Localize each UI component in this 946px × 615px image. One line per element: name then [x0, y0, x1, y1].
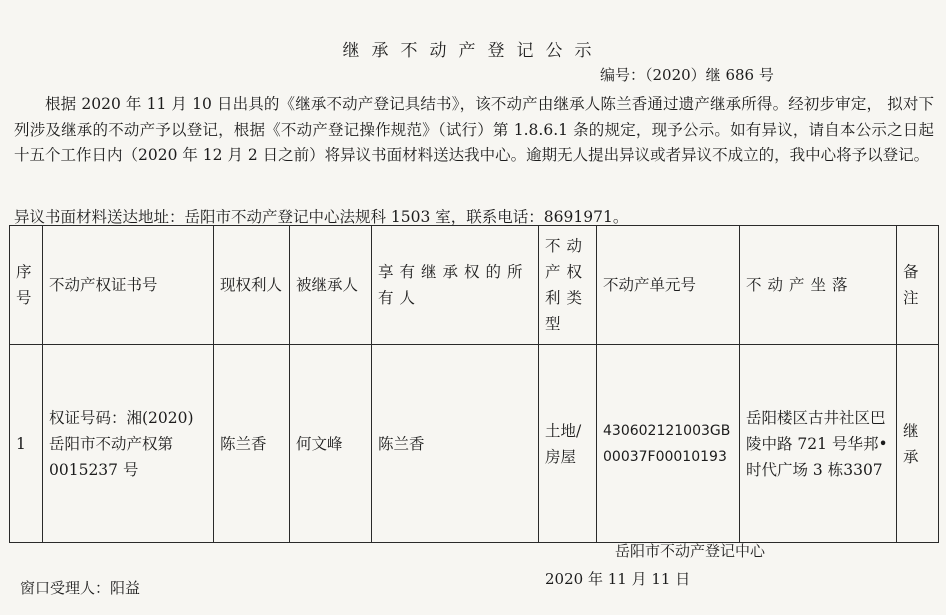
header-right-type: 不动产权利类型: [539, 226, 597, 345]
cell-seq: 1: [10, 345, 43, 543]
header-decedent: 被继承人: [290, 226, 372, 345]
page-title: 继承不动产登记公示: [342, 41, 604, 61]
issue-date: 2020 年 11 月 11 日: [545, 570, 691, 588]
issuing-authority: 岳阳市不动产登记中心: [615, 542, 766, 560]
objection-address: 异议书面材料送达地址：岳阳市不动产登记中心法规科 1503 室，联系电话：8691971。: [14, 208, 629, 226]
table-row: [10, 345, 939, 543]
header-seq: 序号: [10, 226, 43, 345]
cell-unit-number: 430602121003GB00037F00010193: [597, 345, 740, 543]
table-header-row: [10, 226, 939, 345]
window-clerk: 窗口受理人：阳益: [20, 579, 141, 597]
notice-paragraph: 根据 2020 年 11 月 10 日出具的《继承不动产登记具结书》，该不动产由继承人陈兰香通过遗产继承所得。经初步审定， 拟对下列涉及继承的不动产予以登记，根据《不动产登记操作规范》（试行）第 1.8.6.1 条的规定，现予公示。如有异议，请自本公示之日起十五个工作日内（2020 年 12 月 2 日之前）将异议书面材料送达我中心。逾期无人提出异议或者异议不成立的，我中心将予以登记。: [14, 95, 934, 164]
cell-cert-number: 权证号码：湘(2020)岳阳市不动产权第0015237 号: [43, 345, 214, 543]
cell-heirs: 陈兰香: [372, 345, 539, 543]
cell-location: 岳阳楼区古井社区巴陵中路 721 号华邦•时代广场 3 栋3307: [740, 345, 897, 543]
header-unit-number: 不动产单元号: [597, 226, 740, 345]
header-remark: 备注: [897, 226, 939, 345]
cell-decedent: 何文峰: [290, 345, 372, 543]
cell-current-holder: 陈兰香: [214, 345, 290, 543]
cell-remark: 继承: [897, 345, 939, 543]
header-location: 不动产坐落: [740, 226, 897, 345]
header-heirs: 享有继承权的所有人: [372, 226, 539, 345]
header-current-holder: 现权利人: [214, 226, 290, 345]
document-number: 编号：（2020）继 686 号: [600, 66, 774, 84]
header-cert-number: 不动产权证书号: [43, 226, 214, 345]
registration-table: [9, 225, 939, 543]
cell-right-type: 土地/房屋: [539, 345, 597, 543]
